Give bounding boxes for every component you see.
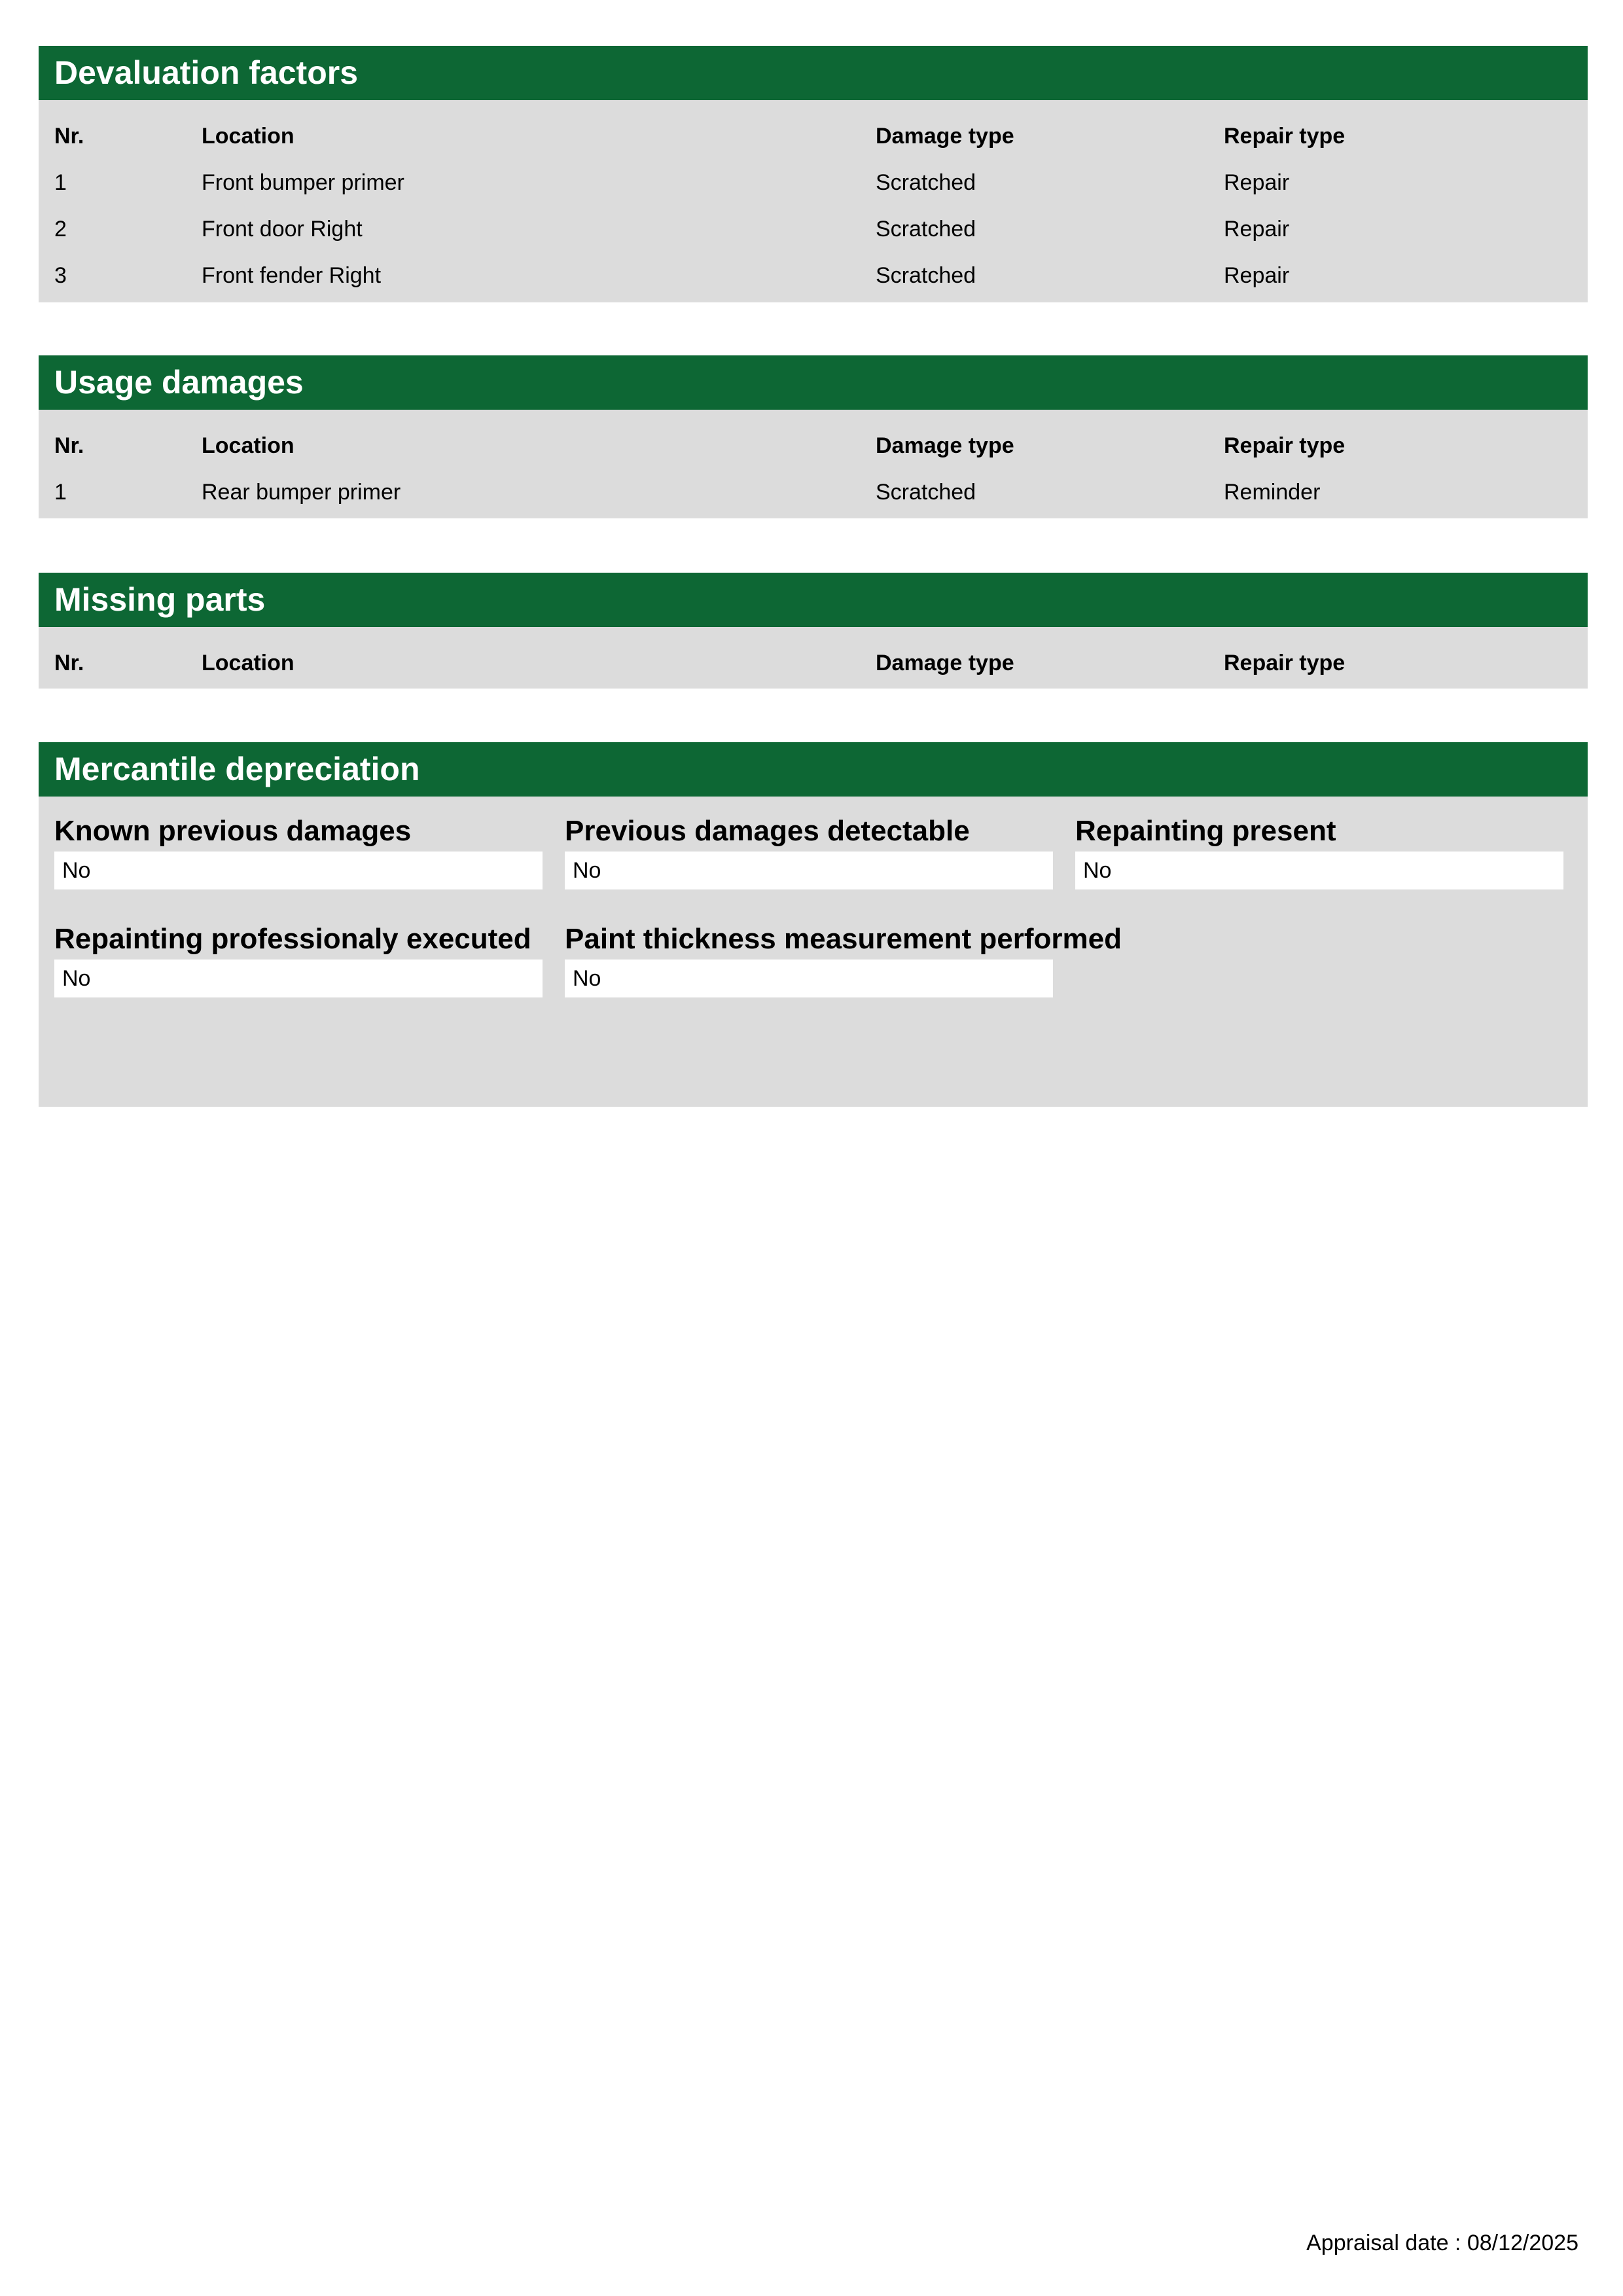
field-value: No <box>54 960 543 997</box>
usage-damages-section <box>39 355 1588 518</box>
cell-nr: 3 <box>54 263 67 288</box>
table-row <box>39 206 1588 253</box>
field-value: No <box>565 960 1053 997</box>
cell-location: Front bumper primer <box>202 170 404 195</box>
cell-location: Front door Right <box>202 217 363 242</box>
cell-repair-type: Repair <box>1224 263 1290 288</box>
cell-location: Front fender Right <box>202 263 382 288</box>
table-row <box>39 469 1588 516</box>
field-label: Known previous damages <box>54 815 412 847</box>
cell-damage-type: Scratched <box>876 217 976 242</box>
usage-damages-title: Usage damages <box>39 355 1588 410</box>
column-header-nr: Nr. <box>54 433 84 458</box>
column-header-repair-type: Repair type <box>1224 433 1346 458</box>
previous-damages-detectable-field <box>565 812 1053 889</box>
missing-parts-table <box>39 627 1588 687</box>
column-header-nr: Nr. <box>54 124 84 149</box>
cell-repair-type: Repair <box>1224 170 1290 195</box>
column-header-location: Location <box>202 651 294 675</box>
usage-table <box>39 410 1588 516</box>
field-value: No <box>1075 852 1563 889</box>
devaluation-factors-title: Devaluation factors <box>39 46 1588 100</box>
column-header-damage-type: Damage type <box>876 651 1014 675</box>
field-label: Previous damages detectable <box>565 815 970 847</box>
missing-parts-section <box>39 573 1588 689</box>
cell-location: Rear bumper primer <box>202 480 401 505</box>
column-header-damage-type: Damage type <box>876 433 1014 458</box>
column-header-repair-type: Repair type <box>1224 124 1346 149</box>
cell-damage-type: Scratched <box>876 263 976 288</box>
table-row <box>39 253 1588 299</box>
column-header-location: Location <box>202 124 294 149</box>
cell-nr: 2 <box>54 217 67 242</box>
table-header-row <box>39 423 1588 469</box>
mercantile-depreciation-section <box>39 742 1588 1107</box>
cell-damage-type: Scratched <box>876 480 976 505</box>
appraisal-date: Appraisal date : 08/12/2025 <box>1306 2231 1578 2255</box>
repainting-professionally-executed-field <box>54 920 543 997</box>
table-row <box>39 160 1588 206</box>
column-header-repair-type: Repair type <box>1224 651 1346 675</box>
field-label: Repainting professionaly executed <box>54 923 531 955</box>
table-header-row <box>39 113 1588 160</box>
cell-repair-type: Reminder <box>1224 480 1321 505</box>
paint-thickness-measurement-field <box>565 920 1122 997</box>
field-label: Paint thickness measurement performed <box>565 923 1122 955</box>
field-label: Repainting present <box>1075 815 1336 847</box>
cell-nr: 1 <box>54 170 67 195</box>
column-header-nr: Nr. <box>54 651 84 675</box>
missing-parts-title: Missing parts <box>39 573 1588 627</box>
repainting-present-field <box>1075 812 1563 889</box>
table-header-row <box>39 640 1588 687</box>
devaluation-factors-section <box>39 46 1588 302</box>
field-value: No <box>54 852 543 889</box>
cell-damage-type: Scratched <box>876 170 976 195</box>
mercantile-depreciation-title: Mercantile depreciation <box>39 742 1588 797</box>
field-value: No <box>565 852 1053 889</box>
devaluation-table <box>39 100 1588 299</box>
cell-nr: 1 <box>54 480 67 505</box>
known-previous-damages-field <box>54 812 543 889</box>
column-header-location: Location <box>202 433 294 458</box>
column-header-damage-type: Damage type <box>876 124 1014 149</box>
cell-repair-type: Repair <box>1224 217 1290 242</box>
